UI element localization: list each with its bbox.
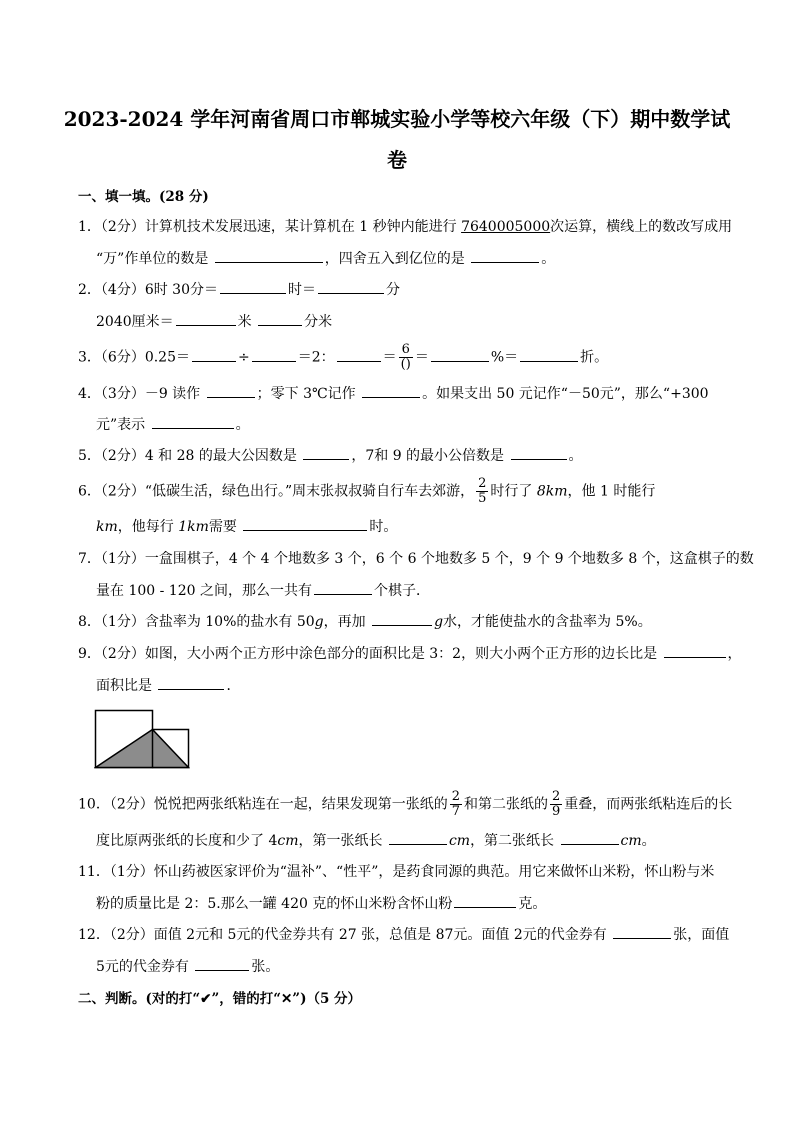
answer-blank[interactable] [389,830,447,845]
question-1-line2: “万”作单位的数是 ，四舍五入到亿位的是 。 [96,248,555,268]
answer-blank[interactable] [314,580,372,595]
question-12-line1: 12．（2分）面值 2元和 5元的代金券共有 27 张，总值是 87元。面值 2元的代金券有 张，面值 [78,924,729,944]
question-6-line1: 6．（2分）“低碳生活，绿色出行。”周末张叔叔骑自行车去郊游， $\frac{2}{5}$ 时行了 8km，他 1 时能行 [78,476,656,506]
answer-blank[interactable] [252,347,296,362]
answer-blank[interactable] [561,830,619,845]
answer-blank[interactable] [454,893,516,908]
answer-blank[interactable] [215,248,323,263]
question-10-line2: 度比原两张纸的长度和少了 4cm，第一张纸长 cm，第二张纸长 cm。 [96,830,656,850]
answer-blank[interactable] [372,611,432,626]
page-title-line2: 卷 [387,148,407,172]
question-4-line1: 4．（3分）－9 读作 ；零下 3℃记作 。如果支出 50 元记作“－50元”，那么“+300 [78,383,709,403]
answer-blank[interactable] [195,956,249,971]
page-title-line1: 2023-2024 学年河南省周口市郸城实验小学等校六年级（下）期中数学试 [63,107,731,131]
question-11-line2: 粉的质量比是 2：5.那么一罐 420 克的怀山米粉含怀山粉 克。 [96,893,546,913]
answer-blank[interactable] [303,445,349,460]
answer-blank[interactable] [192,347,236,362]
answer-blank[interactable] [664,643,726,658]
question-5: 5．（2分）4 和 28 的最大公因数是 ，7和 9 的最小公倍数是 。 [78,445,583,465]
question-7-line1: 7．（1分）一盒围棋子，4 个 4 个地数多 3 个，6 个 6 个地数多 5 个，9 个 9 个地数多 8 个，这盒棋子的数 [78,551,754,567]
answer-blank[interactable] [471,248,539,263]
answer-blank[interactable] [207,383,255,398]
underlined-number: 7640005000 [461,219,551,235]
answer-blank[interactable] [362,383,420,398]
question-9-line1: 9．（2分）如图，大小两个正方形中涂色部分的面积比是 3：2，则大小两个正方形的边长比是 ， [78,643,742,663]
question-6-line2: km，他每行 1km需要 时。 [96,516,397,536]
answer-blank[interactable] [152,414,234,429]
question-8: 8．（1分）含盐率为 10%的盐水有 50g，再加 g水，才能使盐水的含盐率为 5%。 [78,611,652,631]
question-7-line2: 量在 100 - 120 之间，那么一共有 个棋子． [96,580,430,600]
question-10-line1: 10．（2分）悦悦把两张纸粘连在一起，结果发现第一张纸的 $\frac{2}{7}$ 和第二张纸的 $\frac{2}{9}$ 重叠，而两张纸粘连后的长 [78,789,733,819]
question-4-line2: 元”表示 。 [96,414,250,434]
question-11-line1: 11．（1分）怀山药被医家评价为“温补”、“性平”，是药食同源的典范。用它来做怀山米粉，怀山粉与米 [78,864,715,880]
section-true-false: 二、判断。(对的打“✔”，错的打“✕”)（5 分） [78,991,362,1007]
answer-blank[interactable] [337,347,381,362]
answer-blank[interactable] [520,347,578,362]
question-3: 3．（6分）0.25＝ ÷ ＝2： ＝ $\frac{6}{()}$ ＝ %＝ 折。 [78,342,609,372]
question-1-line1: 1．（2分）计算机技术发展迅速，某计算机在 1 秒钟内能进行 7640005000次运算，横线上的数改写成用 [78,219,733,235]
question-2-line1: 2．（4分）6时 30分＝ 时＝ 分 [78,279,400,299]
answer-blank[interactable] [511,445,567,460]
fraction: $\frac{2}{9}$ [552,789,561,819]
answer-blank[interactable] [220,279,286,294]
fraction: $\frac{2}{5}$ [478,476,487,506]
answer-blank[interactable] [176,311,236,326]
question-2-line2: 2040厘米＝ 米 分米 [96,311,332,331]
fraction: $\frac{6}{()}$ [400,342,411,372]
section-fill-in: 一、填一填。(28 分) [78,189,209,205]
fraction: $\frac{2}{7}$ [451,789,461,819]
answer-blank[interactable] [158,675,224,690]
answer-blank[interactable] [243,516,367,531]
two-squares-figure [94,708,190,770]
question-12-line2: 5元的代金券有 张。 [96,956,279,976]
answer-blank[interactable] [318,279,384,294]
question-9-line2: 面积比是 ． [96,675,240,695]
answer-blank[interactable] [258,311,302,326]
answer-blank[interactable] [613,924,671,939]
answer-blank[interactable] [431,347,489,362]
